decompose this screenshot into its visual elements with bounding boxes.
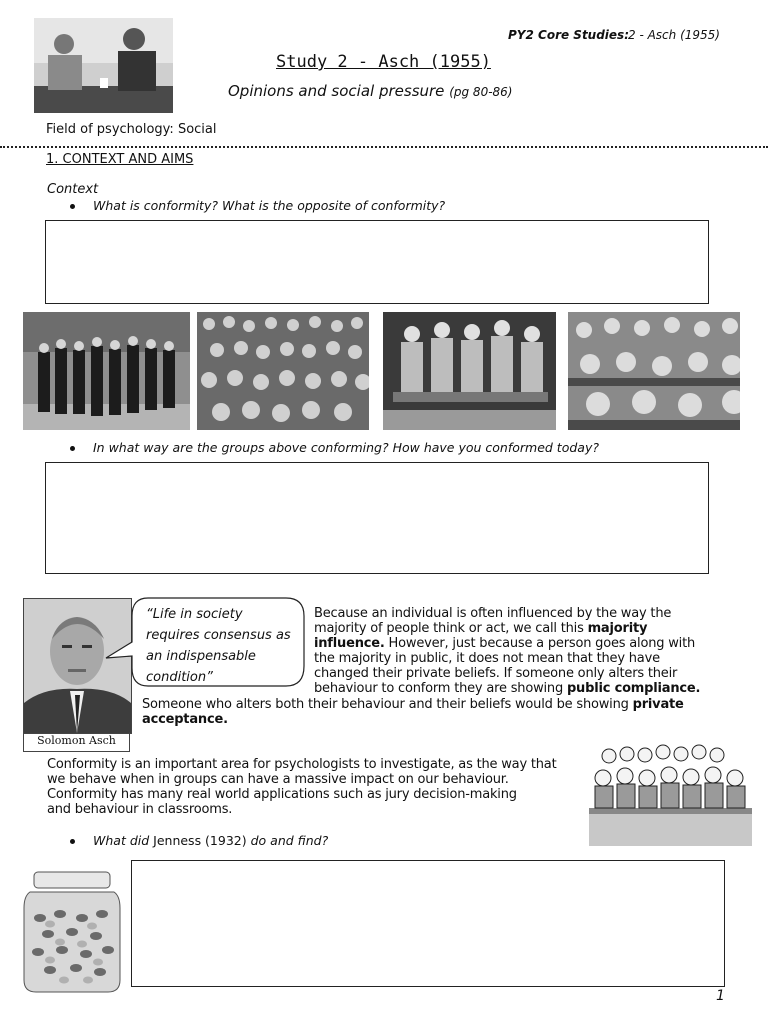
bullet-icon xyxy=(70,446,75,451)
page-number: 1 xyxy=(716,988,725,1004)
group-photo-2 xyxy=(197,312,369,430)
group-photo-3 xyxy=(383,312,556,430)
group-photo-4 xyxy=(568,312,740,430)
paragraph-majority-influence: Because an individual is often influenced by the way the majority of people think or act, we call this majority influence. However, just because a person goes along with the majority in public, it does not mean that they have changed their private beliefs. If someone only alters their behaviour to conform they are showing public compliance. xyxy=(314,606,701,696)
page-title: Study 2 - Asch (1955) xyxy=(276,52,491,72)
photo-caption: Solomon Asch xyxy=(23,732,130,752)
jelly-bean-jar-illustration xyxy=(20,868,124,996)
course-detail: 2 - Asch (1955) xyxy=(628,28,720,42)
course-label: PY2 Core Studies: xyxy=(508,28,630,42)
question-conformity: What is conformity? What is the opposite of conformity? xyxy=(93,198,446,213)
field-of-psychology: Field of psychology: Social xyxy=(46,122,217,137)
section-divider xyxy=(0,146,768,148)
section-heading: 1. CONTEXT AND AIMS xyxy=(46,152,194,167)
jury-illustration xyxy=(589,738,752,846)
question-jenness: What did Jenness (1932) do and find? xyxy=(93,833,329,848)
context-label: Context xyxy=(47,182,99,197)
answer-box-jenness[interactable] xyxy=(131,860,725,987)
paragraph-conformity-importance: Conformity is an important area for psychologists to investigate, as the way that we behave when in groups can have a massive impact on our behaviour. Conformity has many real world applications such as jury decision-making and behaviour in classrooms. xyxy=(47,757,557,817)
question-groups: In what way are the groups above conforming? How have you conformed today? xyxy=(93,440,599,455)
page-subtitle: Opinions and social pressure (pg 80-86) xyxy=(228,82,513,100)
asch-quote: “Life in society requires consensus as an indispensable condition” xyxy=(146,607,291,685)
group-photo-1 xyxy=(23,312,190,430)
bullet-icon xyxy=(70,839,75,844)
answer-box-groups[interactable] xyxy=(45,462,709,574)
header-photo xyxy=(34,18,173,113)
paragraph-private-acceptance: Someone who alters both their behaviour and their beliefs would be showing private acceptance. xyxy=(142,697,684,727)
answer-box-conformity[interactable] xyxy=(45,220,709,304)
bullet-icon xyxy=(70,204,75,209)
